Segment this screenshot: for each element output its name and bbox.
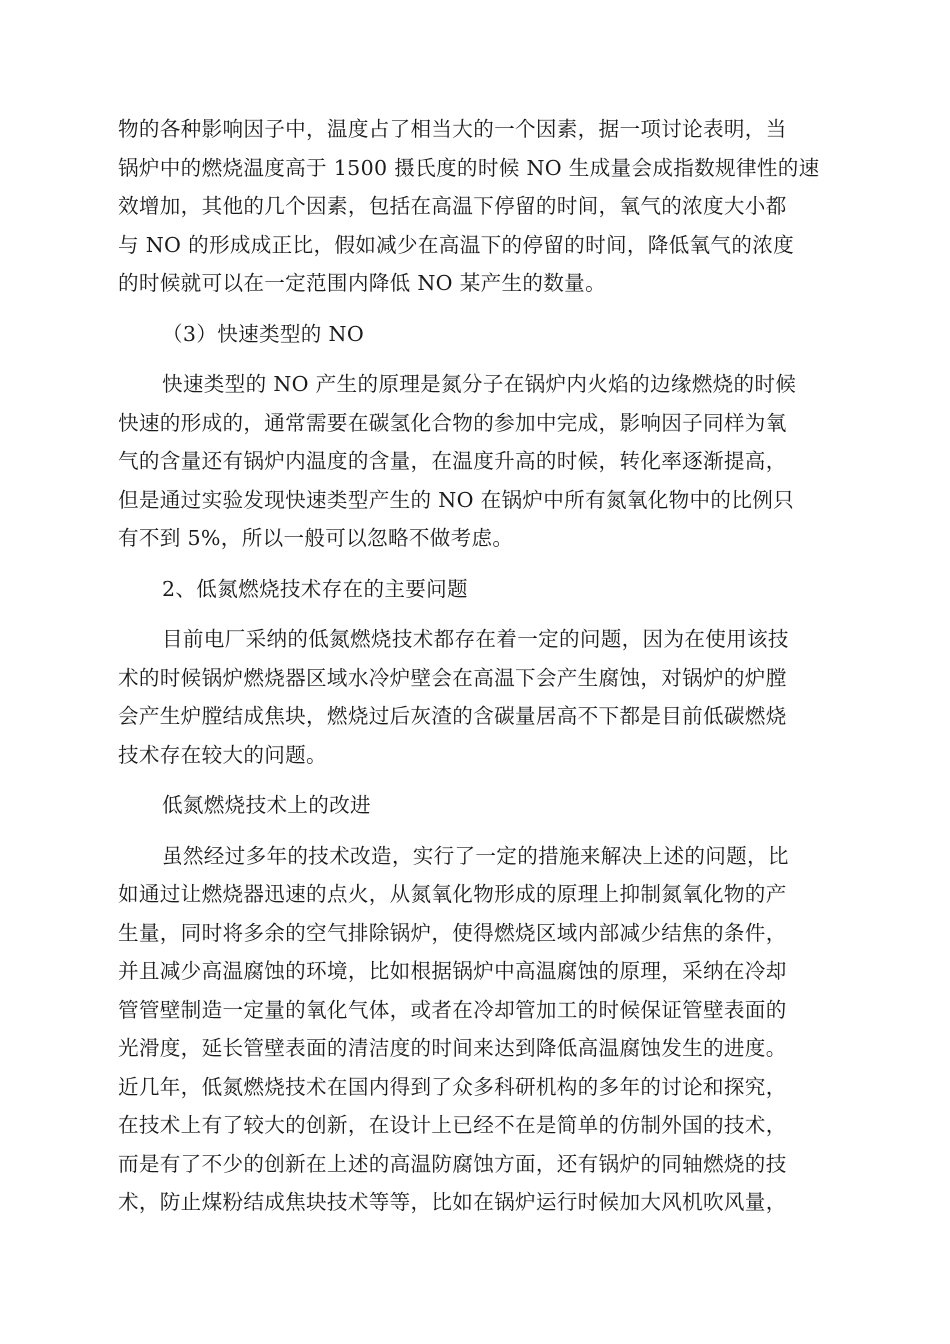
text-line: 会产生炉膛结成焦块，燃烧过后灰渣的含碳量居高不下都是目前低碳燃烧: [118, 704, 787, 728]
heading-text: 2、低氮燃烧技术存在的主要问题: [162, 576, 468, 601]
text-line: 在技术上有了较大的创新，在设计上已经不在是简单的仿制外国的技术，: [118, 1113, 787, 1137]
paragraph-spacer: [118, 558, 834, 570]
text-line: 锅炉中的燃烧温度高于 1500 摄氏度的时候 NO 生成量会成指数规律性的速: [118, 155, 820, 180]
text-line: 目前电厂采纳的低氮燃烧技术都存在着一定的问题，因为在使用该技: [162, 627, 789, 651]
document-body: [118, 110, 834, 1222]
section-heading: [118, 570, 834, 609]
text-line: 管管壁制造一定量的氧化气体，或者在冷却管加工的时候保证管壁表面的: [118, 997, 787, 1022]
text-line: 而是有了不少的创新在上述的高温防腐蚀方面，还有锅炉的同轴燃烧的技: [118, 1151, 787, 1176]
section-heading: [118, 315, 834, 354]
text-line: 气的含量还有锅炉内温度的含量，在温度升高的时候，转化率逐渐提高，: [118, 449, 787, 473]
text-line: 但是通过实验发现快速类型产生的 NO 在锅炉中所有氮氧化物中的比例只: [118, 487, 795, 512]
paragraph-spacer: [118, 303, 834, 315]
text-line: 生量，同时将多余的空气排除锅炉，使得燃烧区域内部减少结焦的条件，: [118, 920, 787, 945]
text-line: 近几年，低氮燃烧技术在国内得到了众多科研机构的多年的讨论和探究，: [118, 1074, 787, 1099]
text-line: 技术存在较大的问题。: [118, 742, 327, 767]
text-line: 快速的形成的，通常需要在碳氢化合物的参加中完成，影响因子同样为氧: [118, 410, 787, 435]
text-line: 光滑度，延长管壁表面的清洁度的时间来达到降低高温腐蚀发生的进度。: [118, 1036, 787, 1060]
text-line: 与 NO 的形成成正比，假如减少在高温下的停留的时间，降低氧气的浓度: [118, 232, 795, 257]
text-line: 如通过让燃烧器迅速的点火，从氮氧化物形成的原理上抑制氮氧化物的产: [118, 882, 787, 906]
paragraph-spacer: [118, 353, 834, 365]
paragraph: [118, 365, 834, 558]
paragraph: [118, 837, 834, 1222]
heading-text: （3）快速类型的 NO: [162, 321, 365, 346]
paragraph-spacer: [118, 608, 834, 620]
text-line: 并且减少高温腐蚀的环境，比如根据锅炉中高温腐蚀的原理，采纳在冷却: [118, 959, 787, 983]
text-line: 有不到 5%，所以一般可以忽略不做考虑。: [118, 526, 514, 550]
text-line: 效增加，其他的几个因素，包括在高温下停留的时间，氧气的浓度大小都: [118, 194, 787, 218]
text-line: 的时候就可以在一定范围内降低 NO 某产生的数量。: [118, 271, 606, 295]
section-heading: [118, 786, 834, 825]
heading-text: 低氮燃烧技术上的改进: [162, 793, 371, 817]
text-line: 术的时候锅炉燃烧器区域水冷炉壁会在高温下会产生腐蚀，对锅炉的炉膛: [118, 665, 787, 690]
paragraph-spacer: [118, 774, 834, 786]
text-line: 术，防止煤粉结成焦块技术等等，比如在锅炉运行时候加大风机吹风量，: [118, 1190, 787, 1214]
text-line: 虽然经过多年的技术改造，实行了一定的措施来解决上述的问题，比: [162, 843, 789, 868]
paragraph: [118, 620, 834, 774]
text-line: 快速类型的 NO 产生的原理是氮分子在锅炉内火焰的边缘燃烧的时候: [162, 372, 797, 396]
paragraph-spacer: [118, 825, 834, 837]
text-line: 物的各种影响因子中，温度占了相当大的一个因素，据一项讨论表明，当: [118, 117, 787, 141]
paragraph: [118, 110, 834, 303]
